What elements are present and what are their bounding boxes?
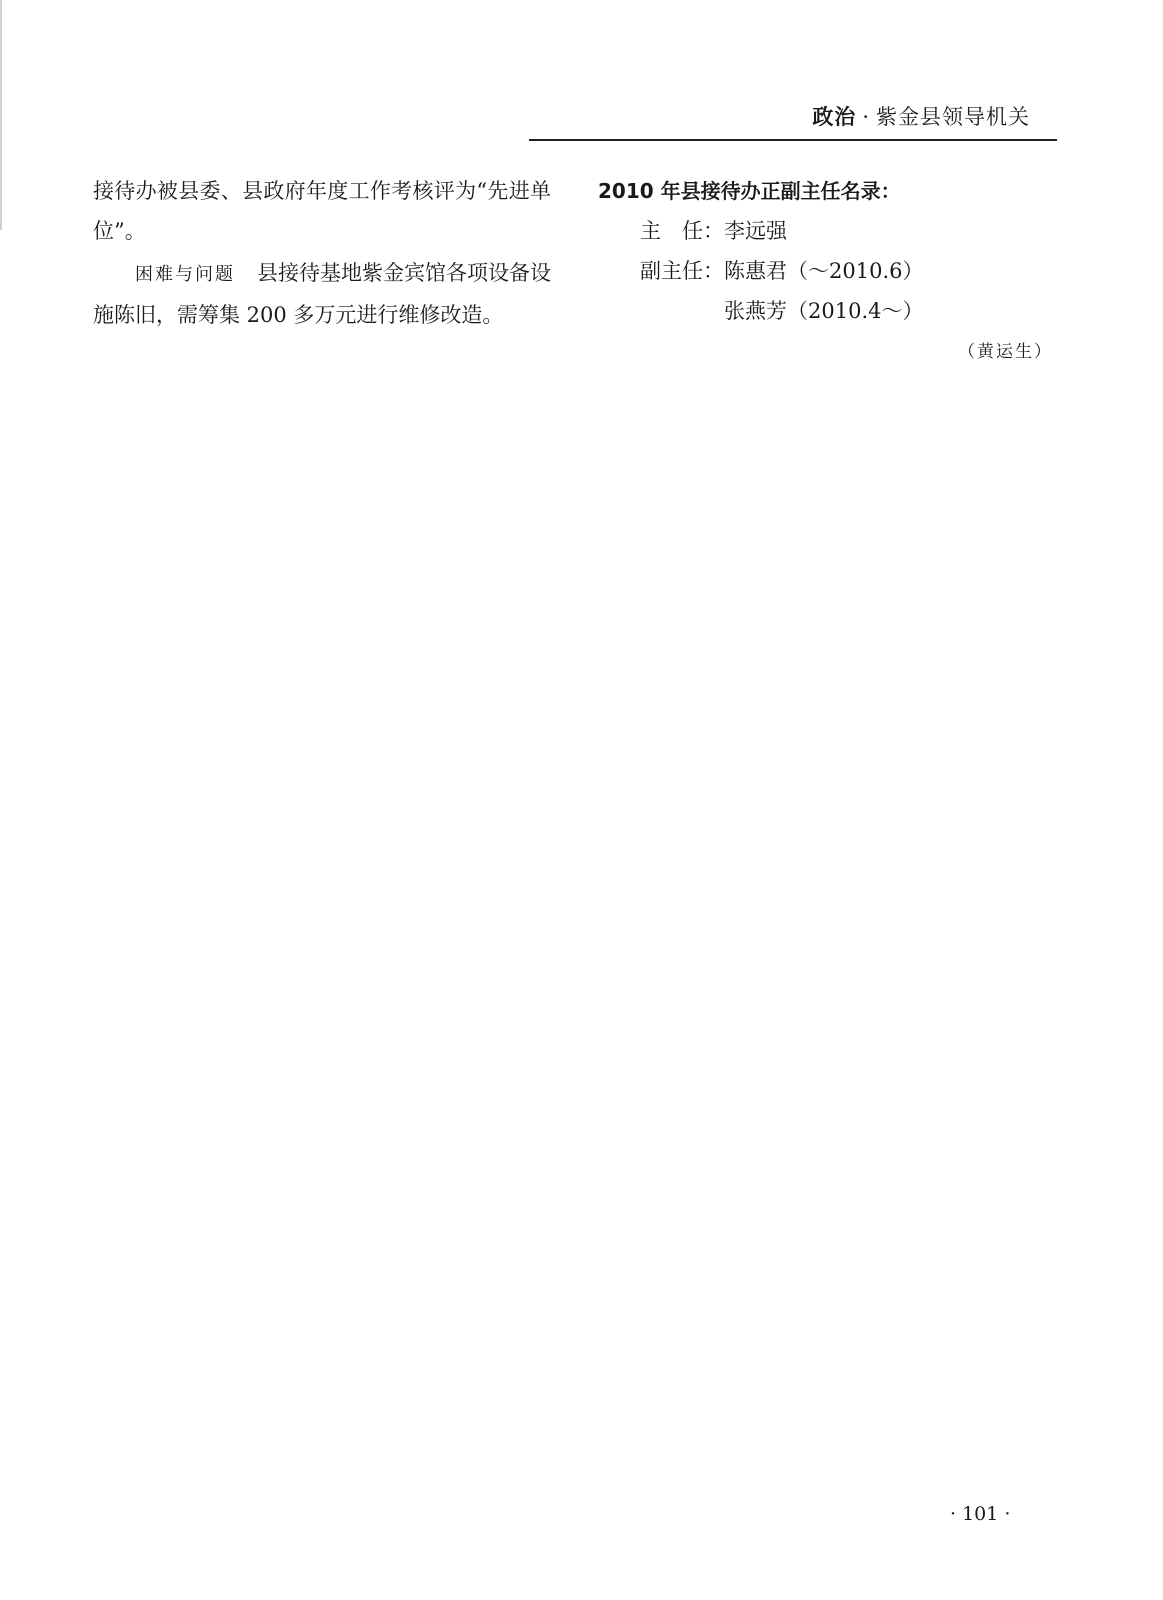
- scan-edge-mark: [0, 0, 2, 230]
- roster-title: 2010 年县接待办正副主任名录：: [598, 179, 901, 203]
- roster-director-row: [598, 211, 1058, 251]
- deputy-name: 陈惠君: [724, 259, 787, 283]
- paragraph-body: 县接待基地紫金宾馆各项设备设施陈旧，需筹集 200 多万元进行维修改造。: [93, 261, 551, 327]
- deputy-label: 副主任：: [640, 259, 724, 283]
- header-section: 政治: [812, 105, 857, 129]
- author-credit: （黄运生）: [958, 342, 1053, 362]
- paragraph-difficulties: [93, 253, 551, 335]
- deputy-term: （～2010.6）: [787, 259, 924, 283]
- header-subsection: 紫金县领导机关: [876, 105, 1030, 129]
- header-rule: [529, 139, 1057, 141]
- left-column: [93, 171, 551, 337]
- deputy-term: （2010.4～）: [787, 299, 924, 323]
- roster-deputy-row: [598, 251, 1058, 291]
- header-separator: ·: [862, 105, 870, 129]
- director-name: 李远强: [724, 219, 787, 243]
- director-label: 主 任：: [640, 219, 724, 243]
- paragraph-award: 接待办被县委、县政府年度工作考核评为“先进单位”。: [93, 179, 551, 243]
- running-header: [812, 101, 1030, 131]
- deputy-name: 张燕芳: [724, 299, 787, 323]
- page-number: · 101 ·: [950, 1503, 1011, 1525]
- right-column: [598, 171, 1058, 331]
- paragraph-heading: 困难与问题: [135, 264, 235, 285]
- roster-deputy-row: [598, 291, 1058, 331]
